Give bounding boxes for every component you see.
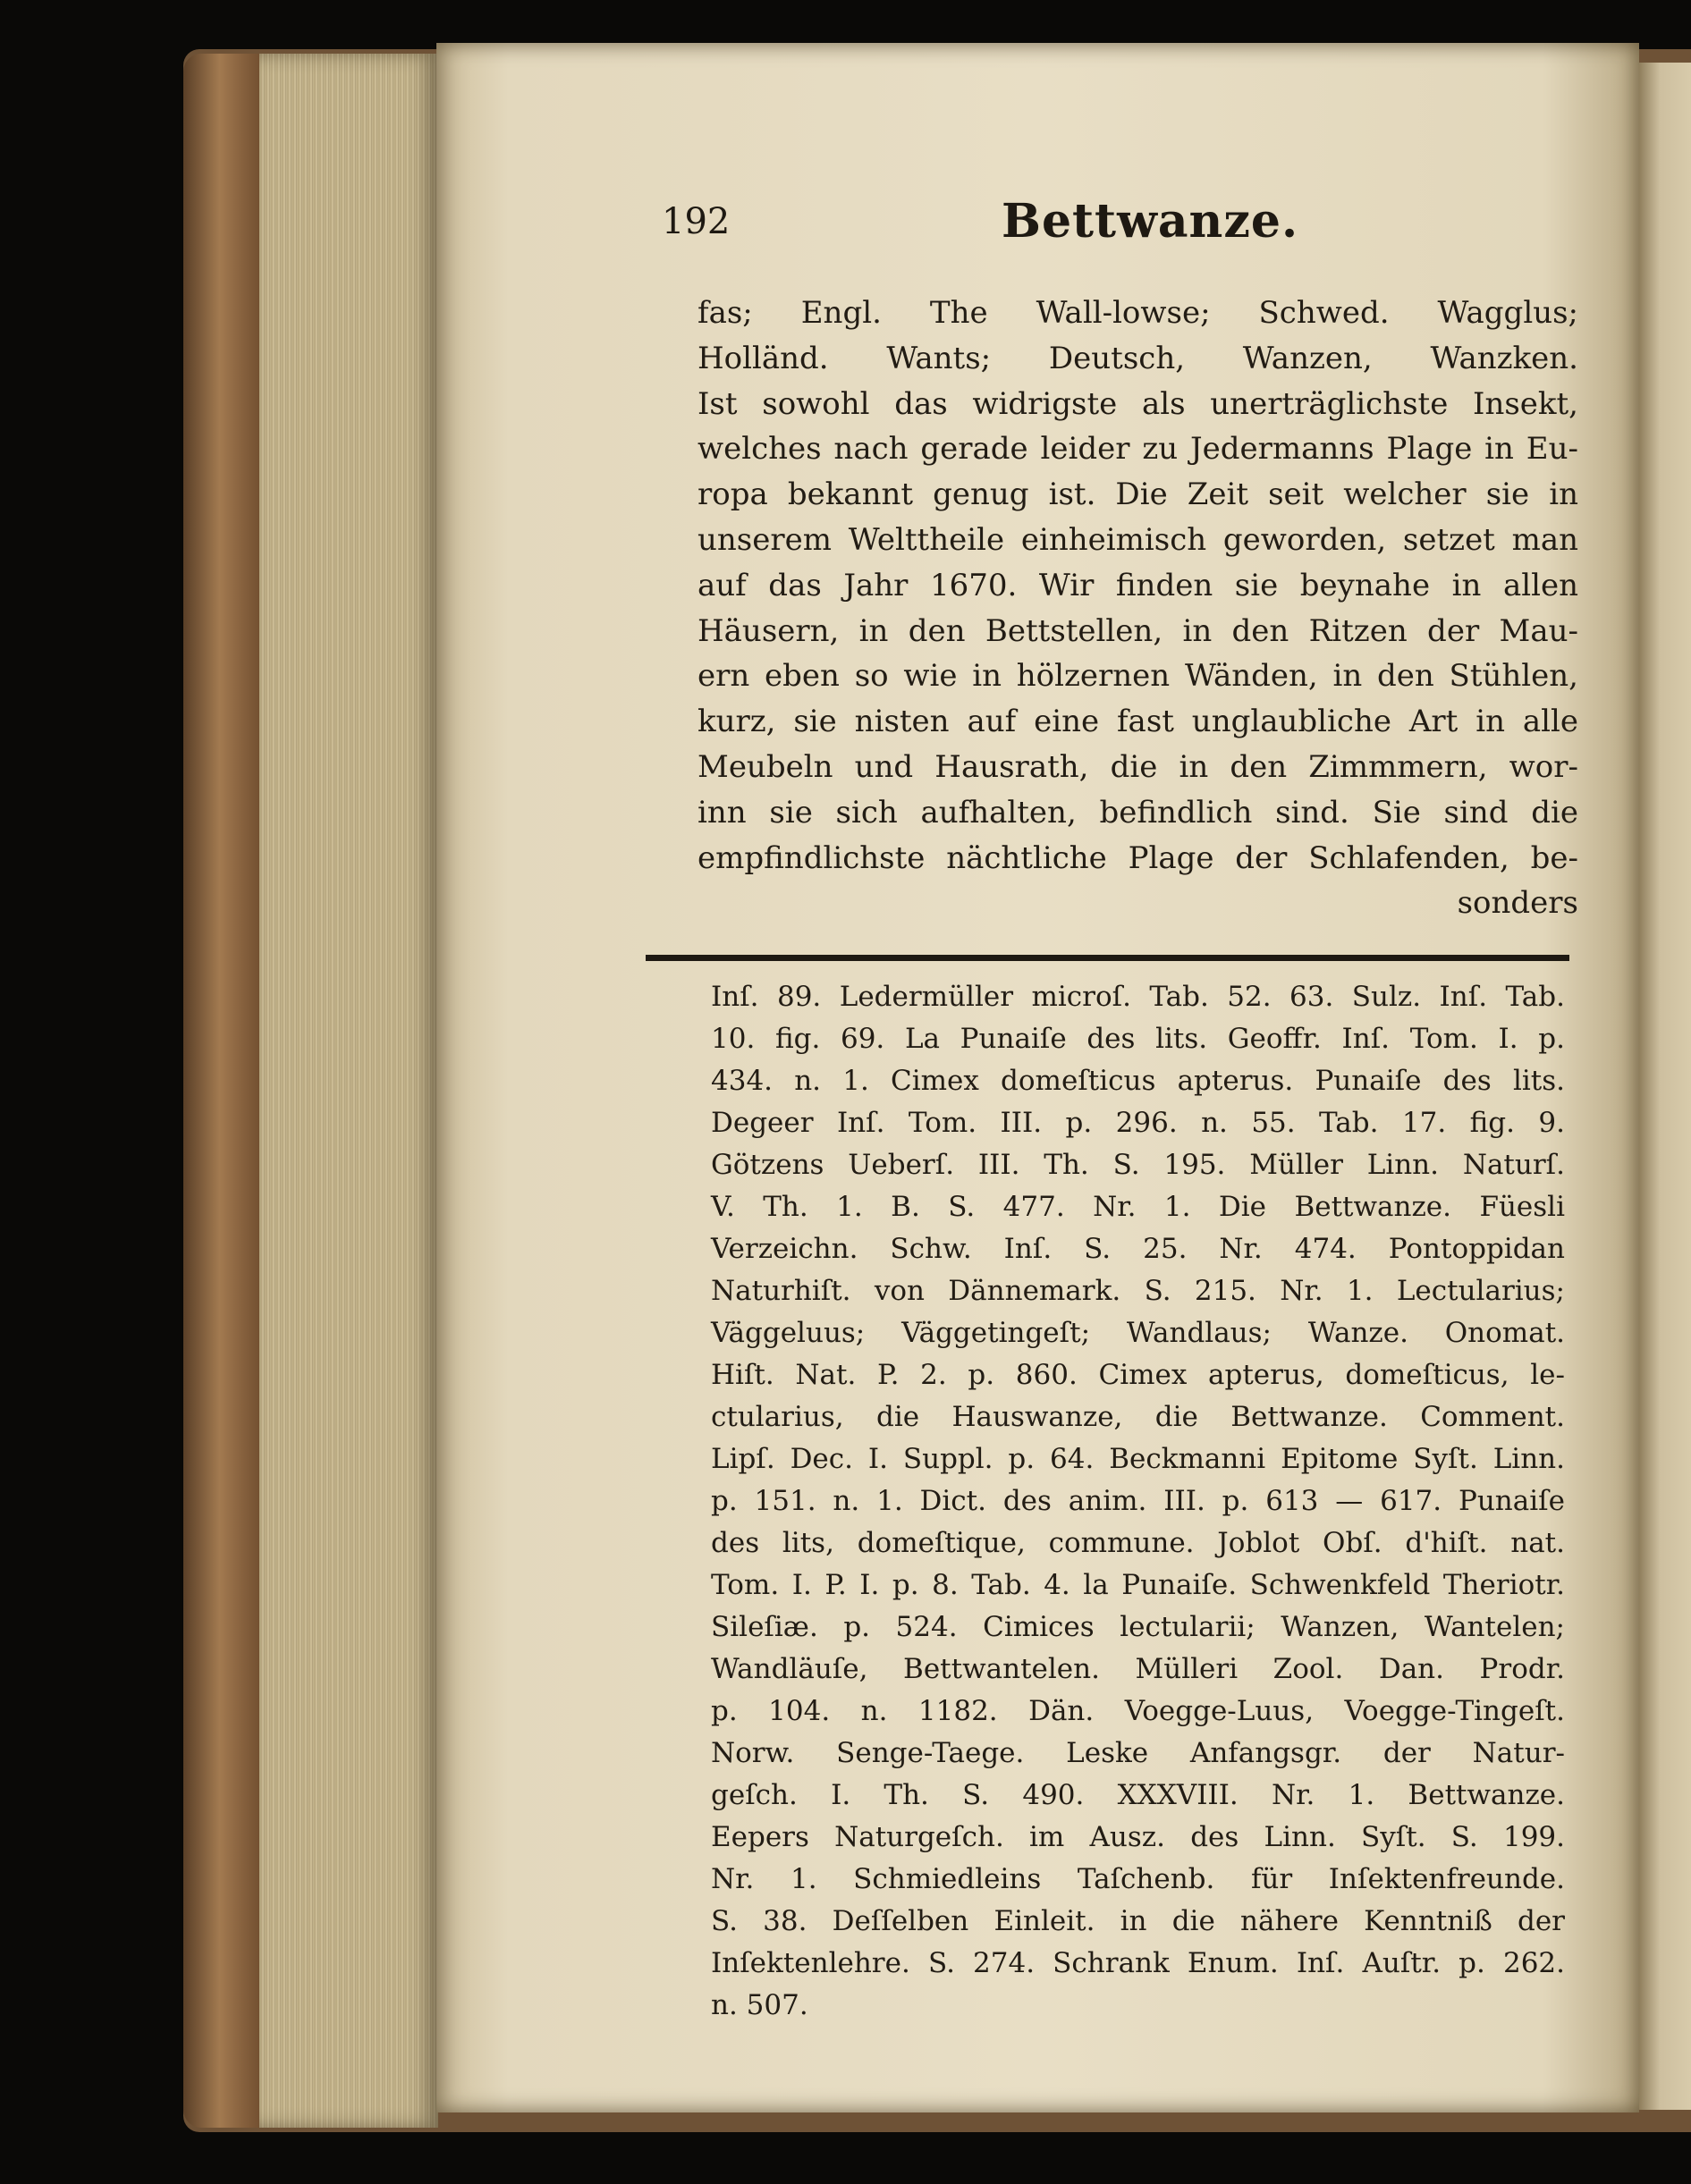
footnote-line: V. Th. 1. B. S. 477. Nr. 1. Die Bettwanze. Füesli bbox=[711, 1191, 1565, 1223]
text-line: ropa bekannt genug ist. Die Zeit seit welcher sie in bbox=[698, 476, 1578, 513]
footnote-line: Nr. 1. Schmiedleins Taſchenb. für Inſektenfreunde. bbox=[711, 1863, 1565, 1895]
text-line: auf das Jahr 1670. Wir finden sie beynahe in allen bbox=[698, 567, 1578, 603]
footnote-line: Wandläuſe, Bettwantelen. Mülleri Zool. Dan. Prodr. bbox=[711, 1653, 1565, 1685]
catchword: sonders bbox=[1457, 885, 1578, 922]
book-spine bbox=[183, 54, 264, 2128]
footnote-line: ctularius, die Hauswanze, die Bettwanze. Comment. bbox=[711, 1401, 1565, 1433]
footnote-line: Inſektenlehre. S. 274. Schrank Enum. Inſ. Auſtr. p. 262. bbox=[711, 1947, 1565, 1979]
text-line: kurz, sie nisten auf eine fast unglaubliche Art in alle bbox=[698, 704, 1578, 740]
footnote-line: Naturhiſt. von Dännemark. S. 215. Nr. 1. Lectularius; bbox=[711, 1275, 1565, 1307]
text-line: Meubeln und Hausrath, die in den Zimmmern, wor- bbox=[698, 748, 1578, 785]
text-line: unserem Welttheile einheimisch geworden, setzet man bbox=[698, 521, 1578, 558]
footnote-line: p. 104. n. 1182. Dän. Voegge-Luus, Voegge-Tingeſt. bbox=[711, 1695, 1565, 1727]
footnote-line: Lipſ. Dec. I. Suppl. p. 64. Beckmanni Epitome Syſt. Linn. bbox=[711, 1443, 1565, 1475]
footnote-line: Degeer Inſ. Tom. III. p. 296. n. 55. Tab. 17. fig. 9. bbox=[711, 1107, 1565, 1139]
text-line: fas; Engl. The Wall-lowse; Schwed. Wagglus; bbox=[698, 295, 1578, 331]
main-text bbox=[698, 291, 1578, 926]
running-title: Bettwanze. bbox=[1002, 194, 1299, 249]
page-header bbox=[662, 194, 1299, 264]
facing-page-edge bbox=[1639, 63, 1691, 2110]
footnote-line: geſch. I. Th. S. 490. XXXVIII. Nr. 1. Bettwanze. bbox=[711, 1779, 1565, 1811]
footnote-line: Inſ. 89. Ledermüller microſ. Tab. 52. 63. Sulz. Inſ. Tab. bbox=[711, 981, 1565, 1013]
footnote-block bbox=[711, 976, 1565, 2027]
footnote-divider bbox=[646, 955, 1569, 961]
footnote-line: Götzens Ueberſ. III. Th. S. 195. Müller Linn. Naturſ. bbox=[711, 1149, 1565, 1181]
footnote-line: Norw. Senge-Taege. Leske Anfangsgr. der Natur- bbox=[711, 1737, 1565, 1769]
text-line: Holländ. Wants; Deutsch, Wanzen, Wanzken. bbox=[698, 340, 1578, 376]
footnote-line: Verzeichn. Schw. Inſ. S. 25. Nr. 474. Pontoppidan bbox=[711, 1233, 1565, 1265]
page-edges bbox=[259, 54, 438, 2128]
text-line: Häusern, in den Bettstellen, in den Ritzen der Mau- bbox=[698, 612, 1578, 649]
footnote-line: Tom. I. P. I. p. 8. Tab. 4. la Punaiſe. Schwenkfeld Theriotr. bbox=[711, 1569, 1565, 1601]
text-line: inn sie sich aufhalten, befindlich sind. Sie sind die bbox=[698, 794, 1578, 831]
footnote-line: Eepers Naturgeſch. im Ausz. des Linn. Syſt. S. 199. bbox=[711, 1821, 1565, 1853]
footnote-line: n. 507. bbox=[711, 1989, 808, 2021]
page-number: 192 bbox=[662, 201, 731, 242]
footnote-line: des lits, domeſtique, commune. Joblot Obſ. d'hiſt. nat. bbox=[711, 1527, 1565, 1559]
footnote-line: Väggeluus; Väggetingeſt; Wandlaus; Wanze. Onomat. bbox=[711, 1317, 1565, 1349]
text-line: Ist sowohl das widrigste als unerträglichste Insekt, bbox=[698, 385, 1578, 422]
footnote-line: p. 151. n. 1. Dict. des anim. III. p. 613 — 617. Punaiſe bbox=[711, 1485, 1565, 1517]
footnote-line: 434. n. 1. Cimex domeſticus apterus. Punaiſe des lits. bbox=[711, 1065, 1565, 1097]
text-line: empfindlichste nächtliche Plage der Schlafenden, be- bbox=[698, 839, 1578, 876]
text-line: welches nach gerade leider zu Jedermanns Plage in Eu- bbox=[698, 431, 1578, 468]
footnote-line: S. 38. Deſſelben Einleit. in die nähere Kenntniß der bbox=[711, 1905, 1565, 1937]
footnote-line: Hiſt. Nat. P. 2. p. 860. Cimex apterus, domeſticus, le- bbox=[711, 1359, 1565, 1391]
footnote-line: 10. fig. 69. La Punaiſe des lits. Geoffr. Inſ. Tom. I. p. bbox=[711, 1023, 1565, 1055]
text-line: ern eben so wie in hölzernen Wänden, in den Stühlen, bbox=[698, 658, 1578, 695]
footnote-line: Sileſiæ. p. 524. Cimices lectularii; Wanzen, Wantelen; bbox=[711, 1611, 1565, 1643]
